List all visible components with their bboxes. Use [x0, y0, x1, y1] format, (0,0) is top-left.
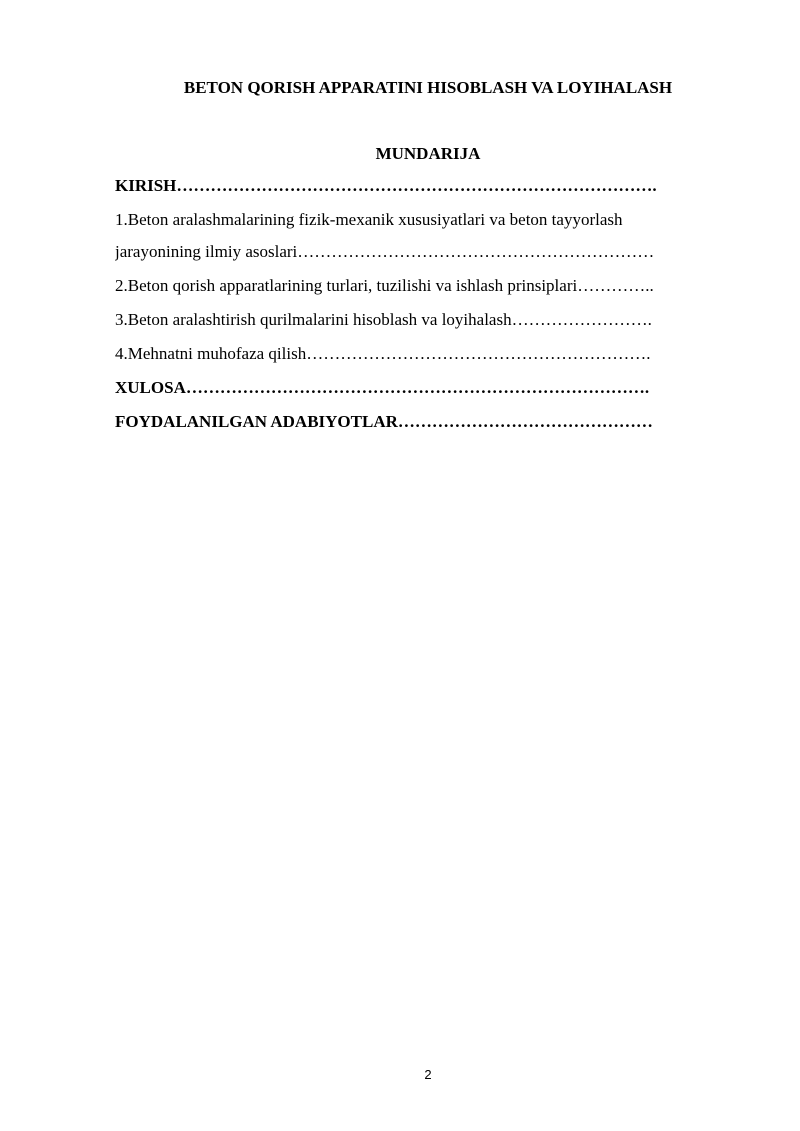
- table-of-contents: [115, 174, 725, 444]
- toc-item-introduction: KIRISH………………………………………………………………………….: [115, 176, 657, 195]
- toc-item-conclusion: XULOSA……………………………………………………………………….: [115, 378, 650, 397]
- toc-heading: MUNDARIJA: [375, 144, 481, 163]
- toc-item-chapter-2: 2.Beton qorish apparatlarining turlari, tuzilishi va ishlash prinsiplari…………..: [115, 276, 654, 295]
- toc-item-chapter-1-continued: jarayonining ilmiy asoslari………………………………………………………: [115, 242, 655, 261]
- toc-item-references: FOYDALANILGAN ADABIYOTLAR………………………………………: [115, 412, 653, 431]
- toc-item-chapter-4: 4.Mehnatni muhofaza qilish…………………………………………………….: [115, 344, 651, 363]
- document-title: BETON QORISH APPARATINI HISOBLASH VA LOYIHALASH: [183, 78, 673, 97]
- page-number: 2: [424, 1067, 432, 1082]
- toc-item-chapter-1: 1.Beton aralashmalarining fizik-mexanik xususiyatlari va beton tayyorlash: [115, 210, 623, 229]
- toc-item-chapter-3: 3.Beton aralashtirish qurilmalarini hisoblash va loyihalash…………………….: [115, 310, 652, 329]
